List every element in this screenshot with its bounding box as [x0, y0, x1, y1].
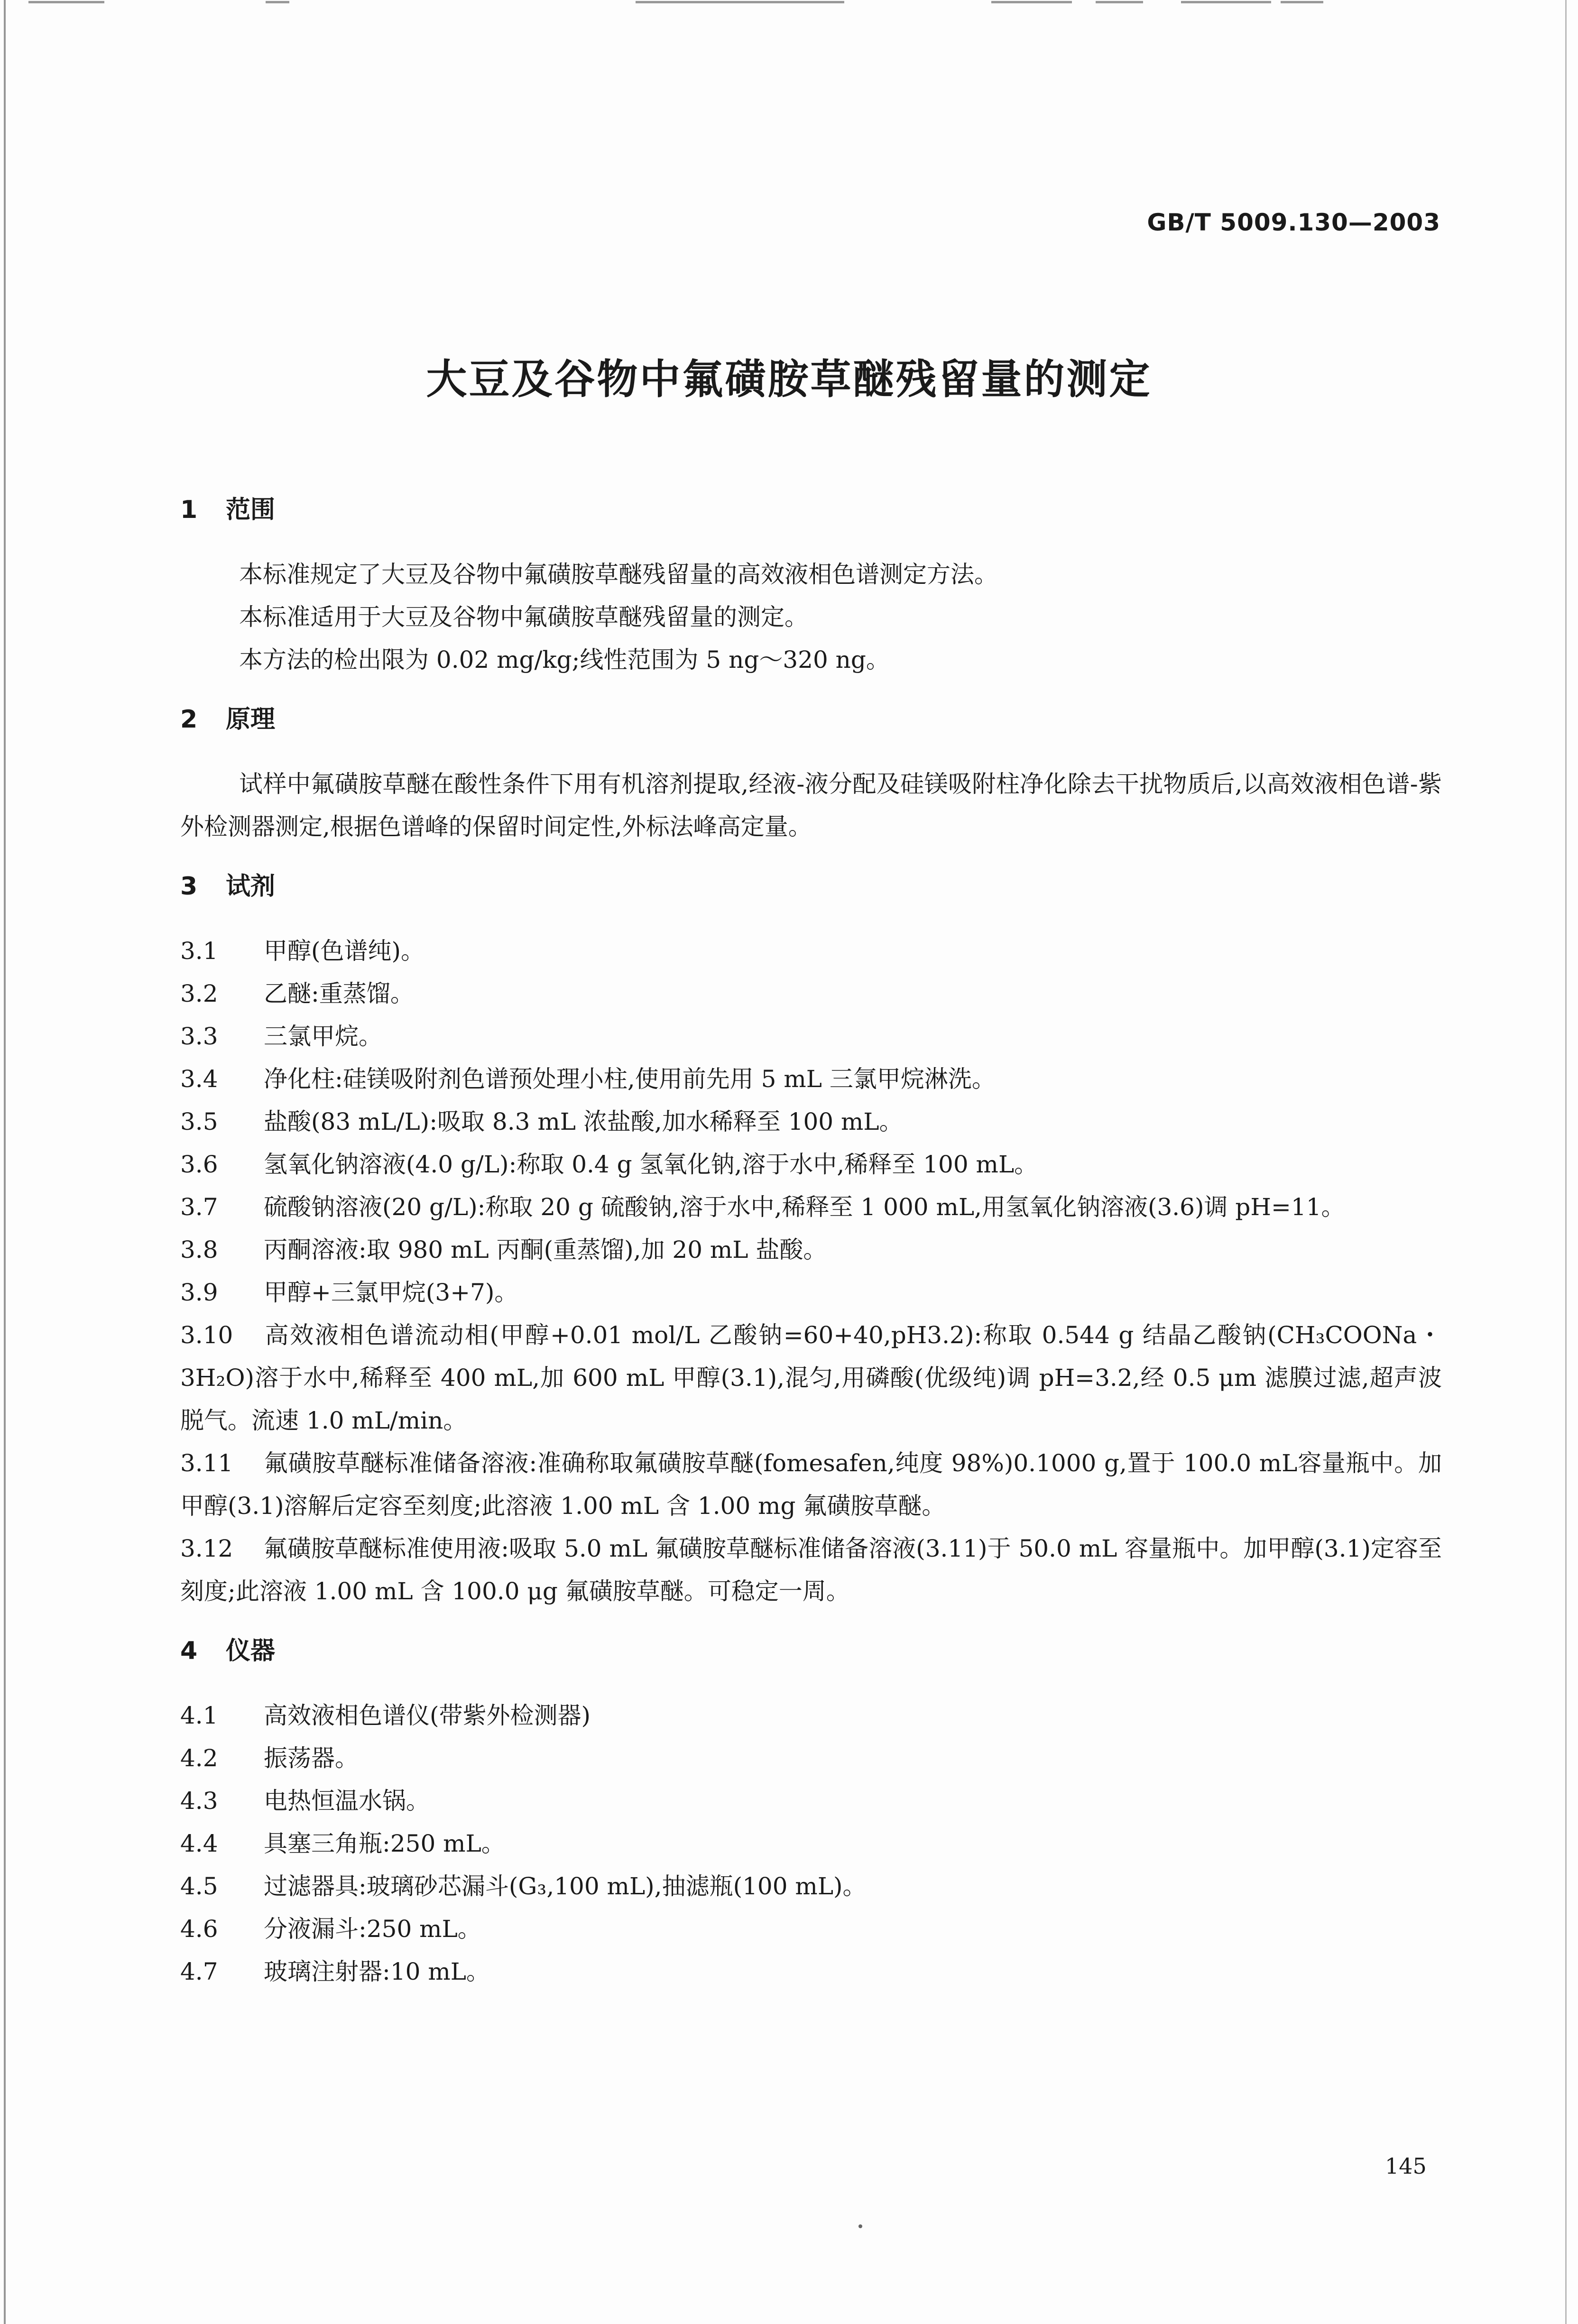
item-number: 3.7	[180, 1193, 218, 1221]
list-item	[180, 1908, 1442, 1950]
section-heading-reagents	[180, 865, 1442, 908]
item-number: 3.8	[180, 1236, 218, 1263]
list-item	[180, 1228, 1442, 1271]
paragraph: 本标准规定了大豆及谷物中氟磺胺草醚残留量的高效液相色谱测定方法。	[239, 561, 998, 588]
item-number: 3.1	[180, 937, 218, 965]
list-item	[180, 1694, 1442, 1737]
section-heading-principle	[180, 698, 1442, 741]
list-item	[180, 1143, 1442, 1186]
item-text: 盐酸(83 mL/L):吸取 8.3 mL 浓盐酸,加水稀释至 100 mL。	[264, 1108, 903, 1135]
standard-code: GB/T 5009.130—2003	[1147, 209, 1440, 236]
item-number: 3.6	[180, 1151, 218, 1178]
section-title: 仪器	[226, 1637, 276, 1665]
paragraph: 本方法的检出限为 0.02 mg/kg;线性范围为 5 ng～320 ng。	[239, 646, 890, 673]
item-number: 3.11	[180, 1449, 233, 1477]
item-number: 3.10	[180, 1321, 233, 1349]
list-item	[180, 1015, 1442, 1058]
list-item	[180, 1950, 1442, 1993]
item-number: 4.4	[180, 1830, 218, 1857]
section-heading-apparatus	[180, 1630, 1442, 1672]
list-item	[180, 1822, 1442, 1865]
item-number: 4.1	[180, 1702, 218, 1729]
item-text: 过滤器具:玻璃砂芯漏斗(G₃,100 mL),抽滤瓶(100 mL)。	[264, 1872, 867, 1900]
item-text: 丙酮溶液:取 980 mL 丙酮(重蒸馏),加 20 mL 盐酸。	[264, 1236, 827, 1263]
list-item	[180, 1780, 1442, 1822]
item-text: 硫酸钠溶液(20 g/L):称取 20 g 硫酸钠,溶于水中,稀释至 1 000 mL,用氢氧化钠溶液(3.6)调 pH=11。	[264, 1193, 1345, 1221]
item-text: 高效液相色谱流动相(甲醇+0.01 mol/L 乙酸钠=60+40,pH3.2):称取 0.544 g 结晶乙酸钠(CH₃COONa・3H₂O)溶于水中,稀释至 400 mL,加 600 mL 甲醇(3.1),混匀,用磷酸(优级纯)调 pH=3.2,经 0.5 μm 滤膜过滤,超声波脱气。流速 1.0 mL/min。	[180, 1321, 1442, 1434]
item-number: 3.5	[180, 1108, 218, 1135]
section-number: 2	[180, 705, 198, 734]
item-text: 甲醇+三氯甲烷(3+7)。	[264, 1279, 518, 1306]
list-item	[180, 1058, 1442, 1100]
item-number: 4.7	[180, 1958, 218, 1985]
section-title: 原理	[226, 705, 276, 734]
item-text: 三氯甲烷。	[264, 1023, 382, 1050]
list-item	[180, 972, 1442, 1015]
document-body	[180, 489, 1442, 1993]
page-number: 145	[1385, 2153, 1427, 2179]
item-number: 3.4	[180, 1065, 218, 1093]
section-number: 3	[180, 872, 198, 901]
section-title: 试剂	[226, 872, 276, 901]
item-number: 4.2	[180, 1744, 218, 1772]
scan-speck	[858, 2224, 862, 2228]
item-text: 分液漏斗:250 mL。	[264, 1915, 481, 1943]
item-text: 甲醇(色谱纯)。	[264, 937, 425, 965]
item-number: 3.9	[180, 1279, 218, 1306]
section-number: 4	[180, 1637, 198, 1665]
item-number: 4.6	[180, 1915, 218, 1943]
item-text: 振荡器。	[264, 1744, 359, 1772]
item-text: 乙醚:重蒸馏。	[264, 980, 414, 1007]
list-item	[180, 1442, 1442, 1527]
item-number: 3.3	[180, 1023, 218, 1050]
item-text: 电热恒温水锅。	[264, 1787, 430, 1815]
item-number: 3.12	[180, 1535, 233, 1562]
list-item	[180, 1865, 1442, 1908]
list-item	[180, 1186, 1442, 1228]
item-text: 净化柱:硅镁吸附剂色谱预处理小柱,使用前先用 5 mL 三氯甲烷淋洗。	[264, 1065, 996, 1093]
document-title: 大豆及谷物中氟磺胺草醚残留量的测定	[426, 356, 1152, 403]
item-number: 3.2	[180, 980, 218, 1007]
list-item	[180, 1271, 1442, 1314]
section-heading-scope	[180, 489, 1442, 531]
scan-top-marks	[0, 0, 1578, 6]
list-item	[180, 1737, 1442, 1780]
section-number: 1	[180, 496, 198, 524]
list-item	[180, 1527, 1442, 1613]
section-title: 范围	[226, 496, 276, 524]
list-item	[180, 930, 1442, 972]
item-text: 氢氧化钠溶液(4.0 g/L):称取 0.4 g 氢氧化钠,溶于水中,稀释至 100 mL。	[264, 1151, 1038, 1178]
paragraph: 本标准适用于大豆及谷物中氟磺胺草醚残留量的测定。	[239, 603, 808, 631]
item-text: 氟磺胺草醚标准储备溶液:准确称取氟磺胺草醚(fomesafen,纯度 98%)0.1000 g,置于 100.0 mL容量瓶中。加甲醇(3.1)溶解后定容至刻度;此溶液 1.00 mL 含 1.00 mg 氟磺胺草醚。	[180, 1449, 1442, 1520]
item-number: 4.5	[180, 1872, 218, 1900]
item-number: 4.3	[180, 1787, 218, 1815]
item-text: 氟磺胺草醚标准使用液:吸取 5.0 mL 氟磺胺草醚标准储备溶液(3.11)于 50.0 mL 容量瓶中。加甲醇(3.1)定容至刻度;此溶液 1.00 mL 含 100.0 μg 氟磺胺草醚。可稳定一周。	[180, 1535, 1442, 1605]
list-item	[180, 1100, 1442, 1143]
list-item	[180, 1314, 1442, 1442]
item-text: 玻璃注射器:10 mL。	[264, 1958, 490, 1985]
item-text: 具塞三角瓶:250 mL。	[264, 1830, 505, 1857]
item-text: 高效液相色谱仪(带紫外检测器)	[264, 1702, 591, 1729]
paragraph: 试样中氟磺胺草醚在酸性条件下用有机溶剂提取,经液-液分配及硅镁吸附柱净化除去干扰物质后,以高效液相色谱-紫外检测器测定,根据色谱峰的保留时间定性,外标法峰高定量。	[180, 770, 1442, 840]
